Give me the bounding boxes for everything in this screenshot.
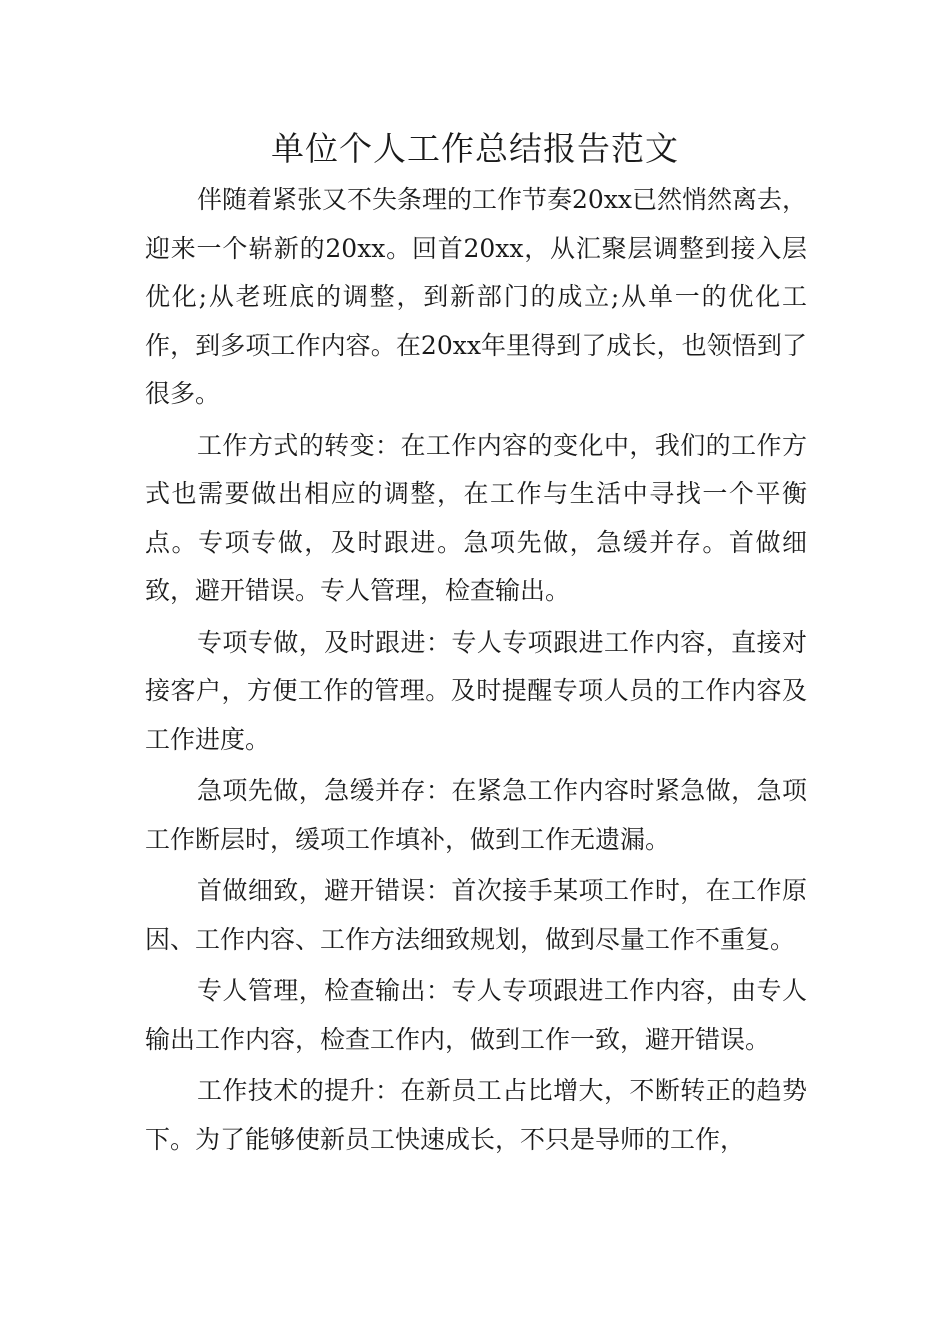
paragraph-7: 工作技术的提升：在新员工占比增大，不断转正的趋势下。为了能够使新员工快速成长，不只是导师的工作， — [145, 1076, 807, 1154]
paragraph-6: 专人管理，检查输出：专人专项跟进工作内容，由专人输出工作内容，检查工作内，做到工作一致，避开错误。 — [145, 976, 807, 1054]
paragraph-2: 工作方式的转变：在工作内容的变化中，我们的工作方式也需要做出相应的调整，在工作与生活中寻找一个平衡点。专项专做，及时跟进。急项先做，急缓并存。首做细致，避开错误。专人管理，检查输出。 — [145, 430, 807, 605]
paragraph-5: 首做细致，避开错误：首次接手某项工作时，在工作原因、工作内容、工作方法细致规划，做到尽量工作不重复。 — [145, 876, 807, 954]
paragraph-3: 专项专做，及时跟进：专人专项跟进工作内容，直接对接客户，方便工作的管理。及时提醒专项人员的工作内容及工作进度。 — [145, 627, 807, 754]
paragraph-4: 急项先做，急缓并存：在紧急工作内容时紧急做，急项工作断层时，缓项工作填补，做到工作无遗漏。 — [145, 776, 807, 854]
paragraph-1: 伴随着紧张又不失条理的工作节奏20xx已然悄然离去，迎来一个崭新的20xx。回首20xx，从汇聚层调整到接入层优化;从老班底的调整，到新部门的成立;从单一的优化工作，到多项工作内容。在20xx年里得到了成长，也领悟到了很多。 — [145, 185, 808, 408]
document-title: 单位个人工作总结报告范文 — [271, 129, 679, 168]
document-body — [145, 176, 807, 1167]
